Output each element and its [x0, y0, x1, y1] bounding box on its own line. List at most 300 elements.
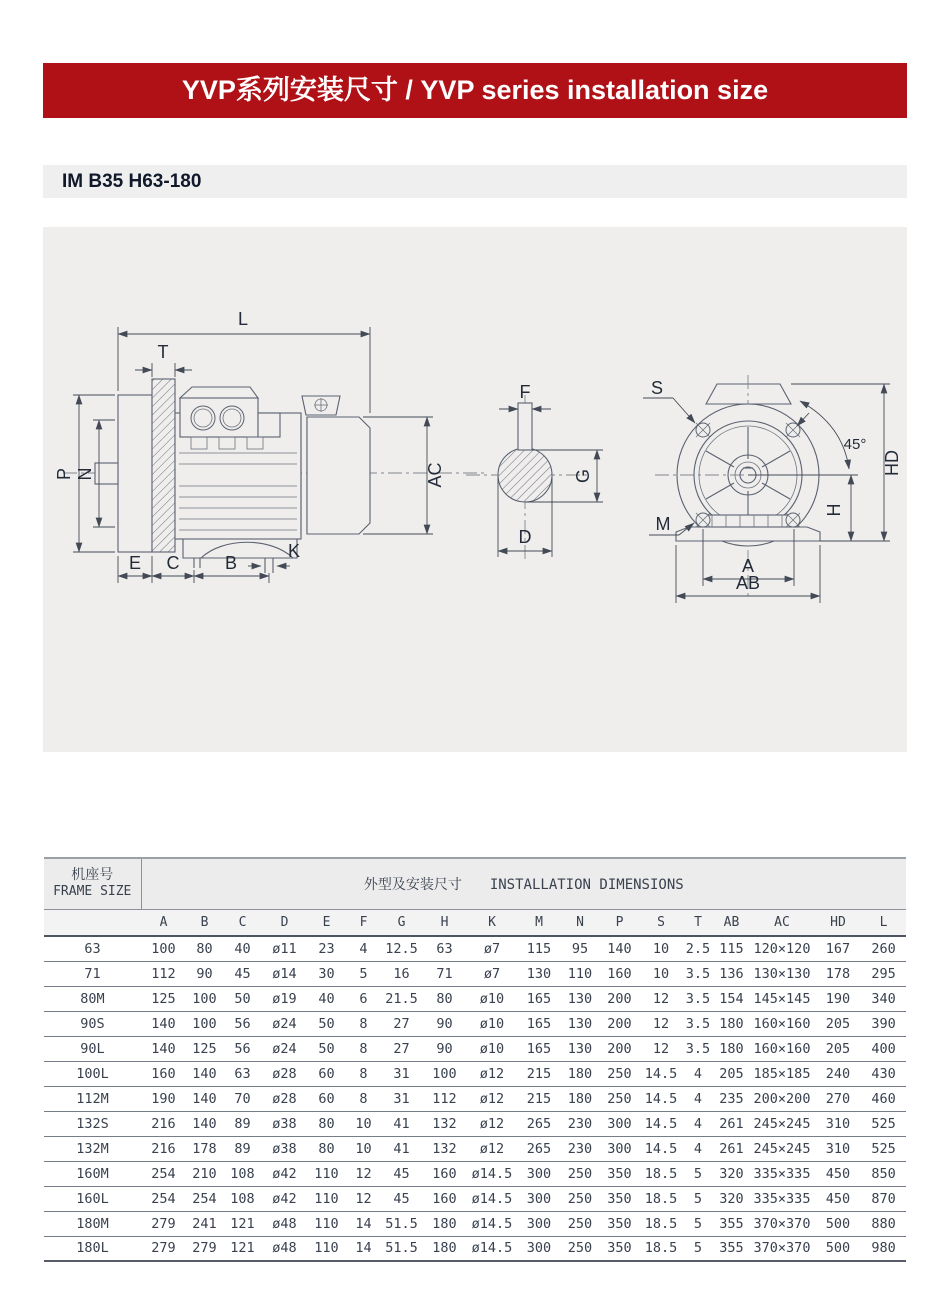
dimension-cell: 112 [141, 961, 186, 986]
frame-size-cell: 132S [44, 1111, 141, 1136]
dimension-cell: 216 [141, 1136, 186, 1161]
dimension-cell: 3.5 [682, 1011, 714, 1036]
dimension-cell: 50 [307, 1011, 346, 1036]
dimension-cell: 4 [346, 936, 381, 961]
table-section [44, 857, 906, 1262]
dim-label-b: B [224, 553, 238, 573]
dimension-cell: 132 [422, 1136, 467, 1161]
installation-dimensions-header-zh: 外型及安装尺寸 [363, 876, 462, 893]
dimension-cell: 270 [815, 1086, 861, 1111]
dimension-cell: 18.5 [640, 1236, 682, 1261]
dimension-cell: 190 [815, 986, 861, 1011]
dimension-cell: ø10 [467, 1011, 517, 1036]
dimension-cell: ø7 [467, 961, 517, 986]
dimensions-table-body [44, 936, 906, 1261]
column-letter: N [561, 909, 599, 936]
dimension-cell: 350 [599, 1236, 640, 1261]
dimension-cell: 50 [307, 1036, 346, 1061]
frame-range-label: IM B35 H63-180 [62, 171, 202, 192]
dimension-cell: 370×370 [749, 1211, 815, 1236]
frame-size-cell: 132M [44, 1136, 141, 1161]
dimension-cell: 525 [861, 1136, 906, 1161]
dim-label-g: G [573, 468, 593, 484]
dimension-cell: 63 [422, 936, 467, 961]
dimension-cell: 200 [599, 986, 640, 1011]
dimension-cell: 70 [223, 1086, 262, 1111]
dimension-cell: 41 [381, 1136, 422, 1161]
dimension-cell: 160 [141, 1061, 186, 1086]
dimension-cell: 115 [714, 936, 749, 961]
dimension-cell: ø14.5 [467, 1236, 517, 1261]
dimension-cell: 110 [307, 1161, 346, 1186]
dimension-cell: 110 [307, 1186, 346, 1211]
dimension-cell: 178 [186, 1136, 223, 1161]
dimension-cell: 140 [141, 1011, 186, 1036]
dimension-cell: 355 [714, 1236, 749, 1261]
dimension-cell: 167 [815, 936, 861, 961]
installation-drawing [43, 227, 907, 752]
column-letter: G [381, 909, 422, 936]
dimension-cell: 140 [186, 1086, 223, 1111]
dimension-cell: 115 [517, 936, 561, 961]
frame-size-cell: 63 [44, 936, 141, 961]
dimension-cell: 160 [599, 961, 640, 986]
dimension-cell: 12 [640, 1011, 682, 1036]
dimension-cell: 14.5 [640, 1061, 682, 1086]
dimension-cell: 165 [517, 1011, 561, 1036]
dimension-cell: 40 [223, 936, 262, 961]
dimension-cell: 130 [561, 1011, 599, 1036]
dimension-cell: 31 [381, 1061, 422, 1086]
frame-size-cell: 112M [44, 1086, 141, 1111]
dimension-cell: 14.5 [640, 1086, 682, 1111]
dimension-cell: 200 [599, 1011, 640, 1036]
dimension-cell: 10 [640, 961, 682, 986]
dimension-cell: 5 [682, 1211, 714, 1236]
dimension-cell: 60 [307, 1061, 346, 1086]
dim-label-m: M [655, 514, 671, 534]
dimension-cell: 216 [141, 1111, 186, 1136]
dimension-cell: 121 [223, 1211, 262, 1236]
dimension-cell: 27 [381, 1011, 422, 1036]
dimension-cell: 100 [141, 936, 186, 961]
dimension-cell: ø14.5 [467, 1186, 517, 1211]
dim-label-c: C [166, 553, 180, 573]
installation-dimensions-header [141, 858, 906, 909]
dimension-cell: 180 [422, 1211, 467, 1236]
frame-size-cell: 180M [44, 1211, 141, 1236]
dimension-cell: 300 [599, 1136, 640, 1161]
dimension-cell: 370×370 [749, 1236, 815, 1261]
column-letter: T [682, 909, 714, 936]
table-row [44, 1236, 906, 1261]
table-row [44, 936, 906, 961]
dimension-cell: ø42 [262, 1186, 307, 1211]
dimension-cell: 60 [307, 1086, 346, 1111]
table-row [44, 986, 906, 1011]
drawing-panel [43, 227, 907, 752]
dimension-cell: 320 [714, 1161, 749, 1186]
dimension-cell: 45 [223, 961, 262, 986]
dimension-cell: 10 [346, 1111, 381, 1136]
dimension-cell: 80 [307, 1136, 346, 1161]
dimension-cell: 30 [307, 961, 346, 986]
dimension-cell: 154 [714, 986, 749, 1011]
frame-size-cell: 160L [44, 1186, 141, 1211]
dimension-cell: 100 [186, 1011, 223, 1036]
dimension-cell: 45 [381, 1161, 422, 1186]
dimension-cell: 27 [381, 1036, 422, 1061]
dimension-cell: 16 [381, 961, 422, 986]
dimension-cell: ø7 [467, 936, 517, 961]
dimension-cell: 8 [346, 1086, 381, 1111]
dimension-cell: 3.5 [682, 961, 714, 986]
dimension-cell: 850 [861, 1161, 906, 1186]
dimension-cell: 110 [307, 1236, 346, 1261]
dimension-cell: 350 [599, 1211, 640, 1236]
column-letter: S [640, 909, 682, 936]
column-letter: P [599, 909, 640, 936]
dimension-cell: 130 [561, 1036, 599, 1061]
dimension-cell: 5 [682, 1186, 714, 1211]
dimension-cell: 12 [640, 986, 682, 1011]
dimension-cell: 140 [599, 936, 640, 961]
dimension-cell: 180 [714, 1011, 749, 1036]
dimension-cell: 50 [223, 986, 262, 1011]
dimension-cell: 145×145 [749, 986, 815, 1011]
dimension-cell: 90 [186, 961, 223, 986]
dimension-cell: 4 [682, 1136, 714, 1161]
dimension-cell: 880 [861, 1211, 906, 1236]
dimension-cell: 2.5 [682, 936, 714, 961]
page-title: YVP系列安装尺寸 / YVP series installation size [181, 75, 769, 105]
dimension-cell: 254 [141, 1186, 186, 1211]
dimension-cell: 71 [422, 961, 467, 986]
dim-label-h: H [824, 503, 844, 517]
dimension-cell: 310 [815, 1111, 861, 1136]
dimension-cell: ø48 [262, 1236, 307, 1261]
dimension-cell: ø24 [262, 1011, 307, 1036]
dimension-cell: 80 [186, 936, 223, 961]
dimension-cell: 31 [381, 1086, 422, 1111]
dimension-cell: 8 [346, 1011, 381, 1036]
dimension-cell: 4 [682, 1086, 714, 1111]
dimension-cell: 140 [141, 1036, 186, 1061]
dimension-cell: 254 [141, 1161, 186, 1186]
dimension-cell: 320 [714, 1186, 749, 1211]
dimension-cell: 100 [186, 986, 223, 1011]
dimension-cell: 250 [561, 1161, 599, 1186]
dimension-cell: 250 [561, 1236, 599, 1261]
dimension-cell: 310 [815, 1136, 861, 1161]
dimension-cell: 241 [186, 1211, 223, 1236]
dimension-cell: 140 [186, 1061, 223, 1086]
dimension-cell: 460 [861, 1086, 906, 1111]
dimensions-table [44, 857, 906, 1262]
dimension-cell: ø10 [467, 986, 517, 1011]
column-letter: B [186, 909, 223, 936]
dimension-cell: 450 [815, 1161, 861, 1186]
dimension-cell: 235 [714, 1086, 749, 1111]
dimension-cell: 14.5 [640, 1136, 682, 1161]
dimension-cell: 63 [223, 1061, 262, 1086]
dimension-cell: 80 [422, 986, 467, 1011]
column-letter: E [307, 909, 346, 936]
dimension-cell: ø48 [262, 1211, 307, 1236]
dimension-cell: 300 [517, 1161, 561, 1186]
dim-label-hd: HD [882, 450, 902, 476]
frame-size-header-en: FRAME SIZE [53, 884, 132, 900]
dimension-cell: 180 [561, 1061, 599, 1086]
column-letter: AC [749, 909, 815, 936]
frame-size-cell: 180L [44, 1236, 141, 1261]
dimension-cell: 132 [422, 1111, 467, 1136]
dim-label-ab: AB [735, 573, 761, 593]
dimension-cell: 18.5 [640, 1186, 682, 1211]
dimension-cell: 215 [517, 1086, 561, 1111]
dimension-cell: 23 [307, 936, 346, 961]
dimension-cell: 5 [682, 1236, 714, 1261]
table-row [44, 961, 906, 986]
dimension-cell: 18.5 [640, 1161, 682, 1186]
dimension-cell: 260 [861, 936, 906, 961]
dimension-cell: 56 [223, 1011, 262, 1036]
dimension-cell: 245×245 [749, 1111, 815, 1136]
table-row [44, 1111, 906, 1136]
dimension-cell: 180 [422, 1236, 467, 1261]
dimension-cell: 205 [815, 1036, 861, 1061]
dimension-cell: ø12 [467, 1061, 517, 1086]
column-letters-row [44, 909, 906, 936]
dimension-cell: 160×160 [749, 1036, 815, 1061]
dimension-cell: 4 [682, 1061, 714, 1086]
dimension-cell: 350 [599, 1161, 640, 1186]
dimension-cell: 108 [223, 1186, 262, 1211]
dimension-cell: 230 [561, 1111, 599, 1136]
dimension-cell: 130×130 [749, 961, 815, 986]
dimension-cell: 279 [141, 1236, 186, 1261]
table-row [44, 1086, 906, 1111]
dimension-cell: 160 [422, 1186, 467, 1211]
dim-label-e: E [128, 553, 142, 573]
dimension-cell: ø28 [262, 1061, 307, 1086]
dimension-cell: 165 [517, 1036, 561, 1061]
subtitle-strip [43, 165, 907, 198]
column-letter: H [422, 909, 467, 936]
table-header-row [44, 858, 906, 909]
dimension-cell: 350 [599, 1186, 640, 1211]
dimension-cell: 90 [422, 1036, 467, 1061]
dimension-cell: 178 [815, 961, 861, 986]
dim-label-ac: AC [425, 462, 445, 488]
dimension-cell: 200 [599, 1036, 640, 1061]
dimension-cell: 136 [714, 961, 749, 986]
dimension-cell: 125 [186, 1036, 223, 1061]
dimension-cell: 500 [815, 1236, 861, 1261]
dimension-cell: 89 [223, 1136, 262, 1161]
dimension-cell: 500 [815, 1211, 861, 1236]
dimension-cell: 279 [186, 1236, 223, 1261]
dimension-cell: 340 [861, 986, 906, 1011]
dimension-cell: 980 [861, 1236, 906, 1261]
dimension-cell: 400 [861, 1036, 906, 1061]
column-letter: K [467, 909, 517, 936]
dimension-cell: 240 [815, 1061, 861, 1086]
dimension-cell: 160 [422, 1161, 467, 1186]
dimension-cell: 230 [561, 1136, 599, 1161]
dimension-cell: 112 [422, 1086, 467, 1111]
dimension-cell: 261 [714, 1111, 749, 1136]
dim-label-k: K [287, 541, 301, 561]
dimension-cell: 295 [861, 961, 906, 986]
dimension-cell: 8 [346, 1061, 381, 1086]
dimension-cell: 5 [346, 961, 381, 986]
dimension-cell: 12 [346, 1186, 381, 1211]
dimension-cell: 12 [640, 1036, 682, 1061]
column-letter: L [861, 909, 906, 936]
frame-size-cell: 160M [44, 1161, 141, 1186]
dimension-cell: 205 [714, 1061, 749, 1086]
dimension-cell: 250 [561, 1186, 599, 1211]
dimension-cell: 355 [714, 1211, 749, 1236]
dimension-cell: 265 [517, 1136, 561, 1161]
dimension-cell: 165 [517, 986, 561, 1011]
frame-size-cell: 90L [44, 1036, 141, 1061]
frame-size-cell: 71 [44, 961, 141, 986]
dimension-cell: 130 [561, 986, 599, 1011]
dim-label-f: F [519, 382, 531, 402]
dimension-cell: ø14 [262, 961, 307, 986]
dimension-cell: ø28 [262, 1086, 307, 1111]
dim-label-angle: 45° [843, 436, 867, 453]
dimension-cell: 210 [186, 1161, 223, 1186]
dimension-cell: 180 [561, 1086, 599, 1111]
dimension-cell: 300 [599, 1111, 640, 1136]
dimension-cell: 121 [223, 1236, 262, 1261]
dimension-cell: 300 [517, 1211, 561, 1236]
dimension-cell: 12.5 [381, 936, 422, 961]
title-banner [43, 63, 907, 118]
dimension-cell: 300 [517, 1236, 561, 1261]
table-row [44, 1211, 906, 1236]
dimension-cell: 10 [640, 936, 682, 961]
dimension-cell: 140 [186, 1111, 223, 1136]
dimension-cell: 56 [223, 1036, 262, 1061]
dimension-cell: 160×160 [749, 1011, 815, 1036]
dimension-cell: 430 [861, 1061, 906, 1086]
dimension-cell: ø14.5 [467, 1161, 517, 1186]
dimension-cell: 335×335 [749, 1186, 815, 1211]
column-letter: C [223, 909, 262, 936]
column-letter: M [517, 909, 561, 936]
dimension-cell: 41 [381, 1111, 422, 1136]
dimension-cell: 90 [422, 1011, 467, 1036]
dimension-cell: 265 [517, 1111, 561, 1136]
dimension-cell: 250 [599, 1061, 640, 1086]
column-letter: D [262, 909, 307, 936]
dimension-cell: 4 [682, 1111, 714, 1136]
frame-size-cell: 90S [44, 1011, 141, 1036]
dimension-cell: 95 [561, 936, 599, 961]
shaft-section-drawing [466, 382, 603, 559]
dim-label-d: D [518, 527, 532, 547]
dimension-cell: ø11 [262, 936, 307, 961]
table-row [44, 1036, 906, 1061]
frame-col-spacer [44, 909, 141, 936]
dim-label-t: T [157, 342, 169, 362]
dim-label-s: S [650, 378, 664, 398]
dimension-cell: 254 [186, 1186, 223, 1211]
dimension-cell: 450 [815, 1186, 861, 1211]
dimension-cell: ø12 [467, 1136, 517, 1161]
dimension-cell: 245×245 [749, 1136, 815, 1161]
column-letter: AB [714, 909, 749, 936]
frame-size-cell: 100L [44, 1061, 141, 1086]
dimension-cell: 108 [223, 1161, 262, 1186]
frame-size-header-zh: 机座号 [71, 867, 114, 884]
table-row [44, 1011, 906, 1036]
dimension-cell: 205 [815, 1011, 861, 1036]
dimension-cell: ø38 [262, 1136, 307, 1161]
dimension-cell: 80 [307, 1111, 346, 1136]
dimension-cell: 12 [346, 1161, 381, 1186]
front-view-drawing [643, 375, 902, 603]
dimension-cell: ø10 [467, 1036, 517, 1061]
dimension-cell: 125 [141, 986, 186, 1011]
dim-label-n: N [75, 467, 95, 481]
dimension-cell: 261 [714, 1136, 749, 1161]
dimension-cell: 6 [346, 986, 381, 1011]
dimension-cell: 5 [682, 1161, 714, 1186]
table-row [44, 1136, 906, 1161]
dimension-cell: 89 [223, 1111, 262, 1136]
dimension-cell: 100 [422, 1061, 467, 1086]
dimension-cell: 51.5 [381, 1211, 422, 1236]
dimension-cell: 3.5 [682, 986, 714, 1011]
frame-size-cell: 80M [44, 986, 141, 1011]
column-letter: HD [815, 909, 861, 936]
dimension-cell: 51.5 [381, 1236, 422, 1261]
column-letter: F [346, 909, 381, 936]
dimension-cell: 279 [141, 1211, 186, 1236]
dimension-cell: 215 [517, 1061, 561, 1086]
dim-label-a: A [741, 556, 755, 576]
dimension-cell: 3.5 [682, 1036, 714, 1061]
dim-label-p: P [54, 467, 74, 481]
dimension-cell: 200×200 [749, 1086, 815, 1111]
dimension-cell: 40 [307, 986, 346, 1011]
dimension-cell: 110 [307, 1211, 346, 1236]
dimension-cell: ø42 [262, 1161, 307, 1186]
dimension-cell: ø38 [262, 1111, 307, 1136]
table-row [44, 1186, 906, 1211]
dimension-cell: 390 [861, 1011, 906, 1036]
table-row [44, 1061, 906, 1086]
dimension-cell: 10 [346, 1136, 381, 1161]
table-row [44, 1161, 906, 1186]
dimension-cell: 300 [517, 1186, 561, 1211]
dimension-cell: ø19 [262, 986, 307, 1011]
dimension-cell: 110 [561, 961, 599, 986]
dimension-cell: 525 [861, 1111, 906, 1136]
dimension-cell: 14.5 [640, 1111, 682, 1136]
dim-label-l: L [237, 309, 249, 329]
dimension-cell: ø12 [467, 1086, 517, 1111]
frame-size-header [44, 858, 141, 909]
dimension-cell: 250 [561, 1211, 599, 1236]
dimension-cell: 335×335 [749, 1161, 815, 1186]
dimension-cell: 21.5 [381, 986, 422, 1011]
